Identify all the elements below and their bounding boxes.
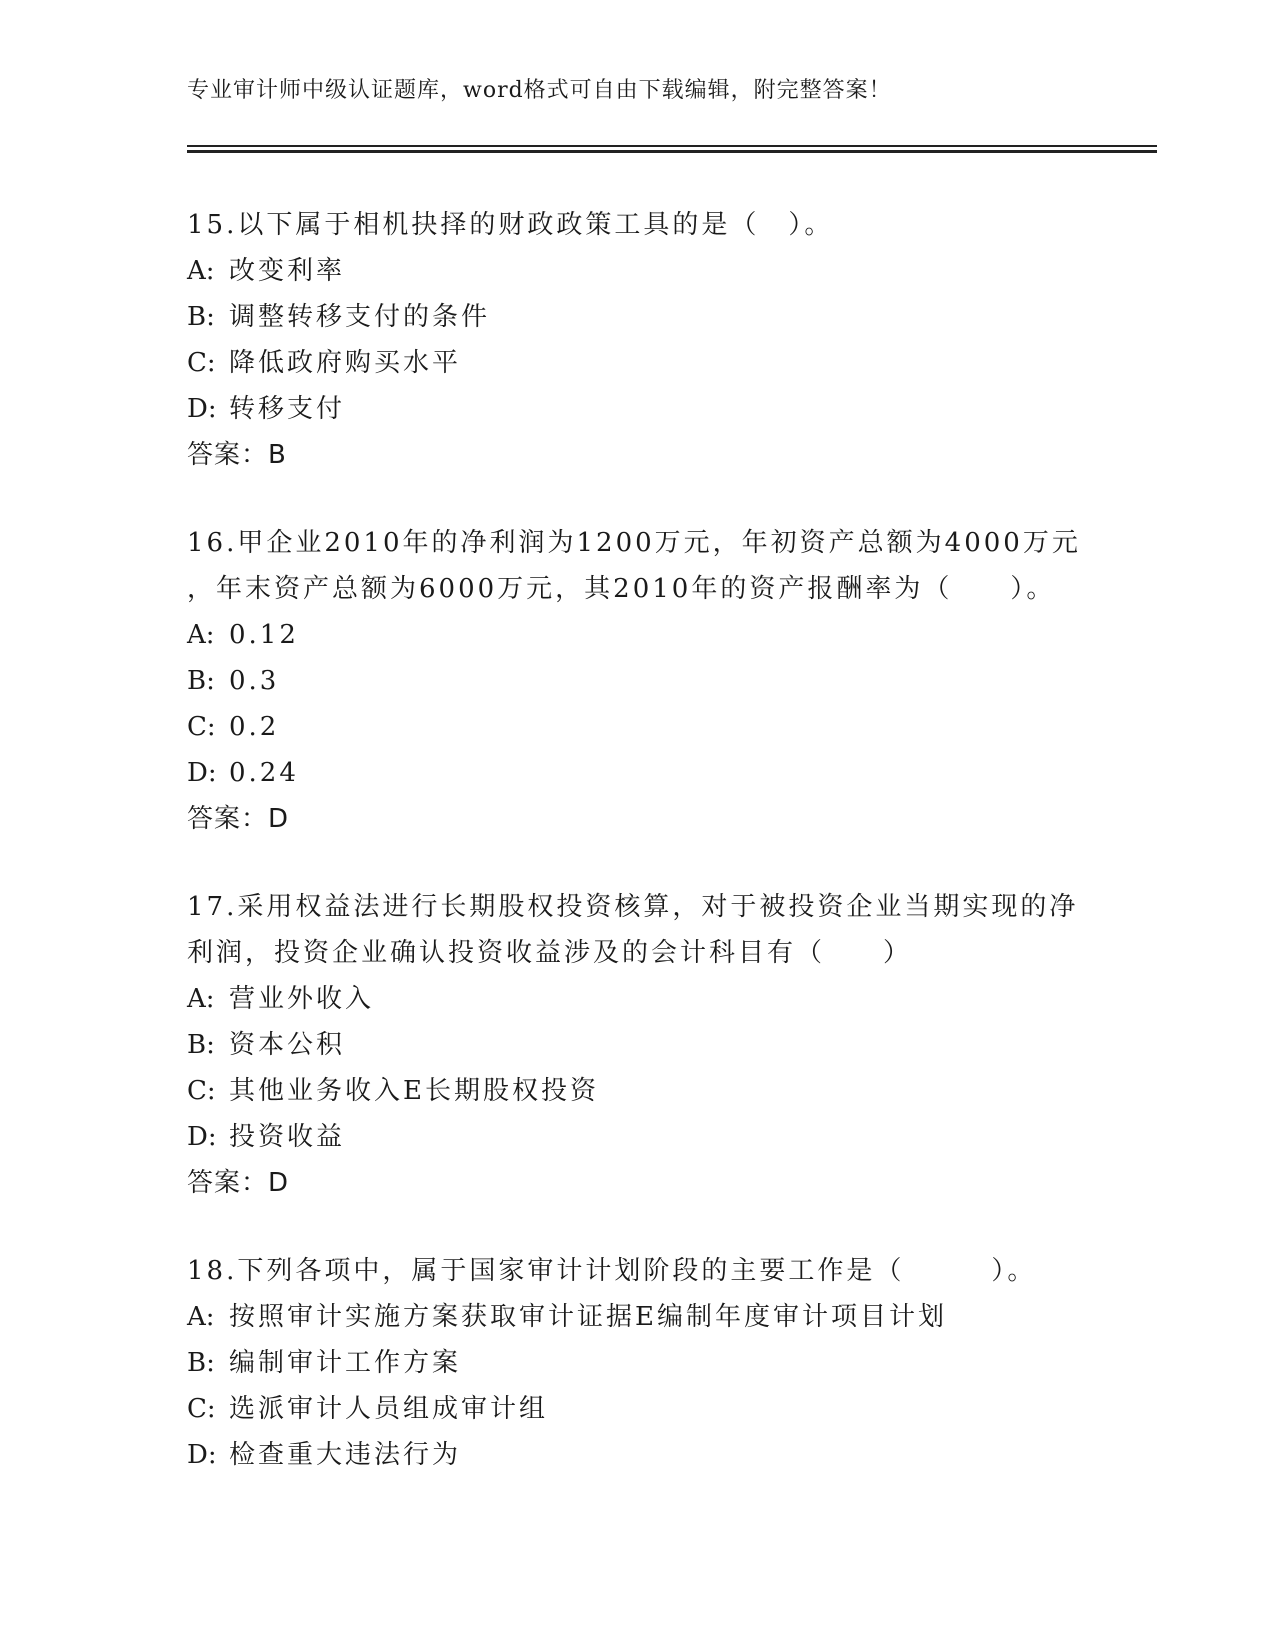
option-text: 改变利率 (229, 256, 346, 286)
option-c (187, 1386, 1087, 1432)
question-stem-line-1: 17.采用权益法进行长期股权投资核算，对于被投资企业当期实现的净 (187, 892, 1079, 922)
option-text: 降低政府购买水平 (229, 348, 462, 378)
option-b (187, 658, 1087, 704)
question-stem-line-2: 利润，投资企业确认投资收益涉及的会计科目有（ ） (187, 938, 913, 968)
option-letter: B: (187, 666, 215, 696)
option-b (187, 1340, 1087, 1386)
option-d (187, 386, 1087, 432)
option-text: 0.24 (229, 758, 299, 788)
option-text: 按照审计实施方案获取审计证据E编制年度审计项目计划 (229, 1302, 947, 1332)
option-letter: C: (187, 1076, 216, 1106)
option-text: 编制审计工作方案 (229, 1348, 462, 1378)
option-text: 检查重大违法行为 (229, 1440, 462, 1470)
option-text: 0.12 (229, 620, 299, 650)
question-15 (187, 202, 1087, 478)
option-a (187, 612, 1087, 658)
option-letter: A: (187, 1302, 215, 1332)
option-text: 投资收益 (229, 1122, 346, 1152)
answer-line: 答案：D (187, 804, 290, 834)
option-d (187, 1114, 1087, 1160)
option-a (187, 976, 1087, 1022)
option-letter: C: (187, 1394, 216, 1424)
option-text: 选派审计人员组成审计组 (229, 1394, 549, 1424)
option-letter: D: (187, 1122, 217, 1152)
option-c (187, 1068, 1087, 1114)
option-text: 调整转移支付的条件 (229, 302, 491, 332)
option-text: 资本公积 (229, 1030, 346, 1060)
answer-line: 答案：D (187, 1168, 290, 1198)
option-letter: A: (187, 620, 215, 650)
option-b (187, 1022, 1087, 1068)
option-text: 其他业务收入E长期股权投资 (229, 1076, 599, 1106)
option-letter: D: (187, 394, 217, 424)
header-rule-thick (187, 150, 1157, 153)
option-text: 0.3 (229, 666, 280, 696)
question-17 (187, 884, 1087, 1206)
option-letter: D: (187, 1440, 217, 1470)
option-letter: B: (187, 1030, 215, 1060)
option-letter: A: (187, 984, 215, 1014)
question-stem: 18.下列各项中，属于国家审计计划阶段的主要工作是（ ）。 (187, 1256, 1037, 1286)
option-b (187, 294, 1087, 340)
option-d (187, 750, 1087, 796)
option-letter: A: (187, 256, 215, 286)
option-text: 0.2 (229, 712, 280, 742)
option-a (187, 1294, 1087, 1340)
question-16 (187, 520, 1087, 842)
question-stem-line-2: ，年末资产总额为6000万元，其2010年的资产报酬率为（ ）。 (187, 574, 1056, 604)
question-stem-line-1: 16.甲企业2010年的净利润为1200万元，年初资产总额为4000万元 (187, 528, 1081, 558)
option-text: 转移支付 (229, 394, 346, 424)
option-a (187, 248, 1087, 294)
option-d (187, 1432, 1087, 1478)
question-list (187, 202, 1087, 1520)
option-letter: B: (187, 302, 215, 332)
header-rule (187, 145, 1157, 147)
option-letter: D: (187, 758, 217, 788)
option-c (187, 704, 1087, 750)
option-letter: B: (187, 1348, 215, 1378)
option-text: 营业外收入 (229, 984, 375, 1014)
option-letter: C: (187, 712, 216, 742)
question-stem: 15.以下属于相机抉择的财政政策工具的是（ ）。 (187, 210, 834, 240)
option-letter: C: (187, 348, 216, 378)
page-header: 专业审计师中级认证题库，word格式可自由下载编辑，附完整答案！ (187, 78, 892, 103)
answer-line: 答案：B (187, 440, 287, 470)
option-c (187, 340, 1087, 386)
question-18 (187, 1248, 1087, 1478)
